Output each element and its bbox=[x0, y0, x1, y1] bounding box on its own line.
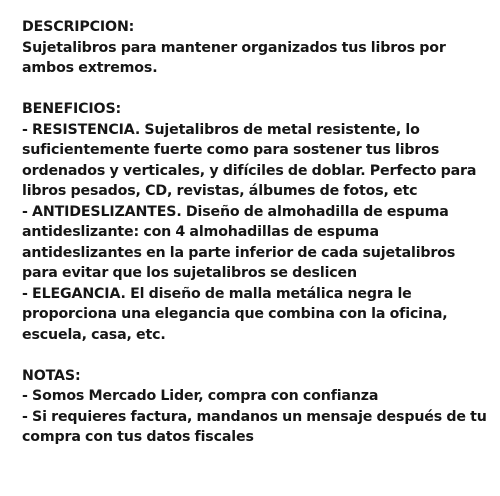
note-line: - Somos Mercado Lider, compra con confianza bbox=[22, 388, 379, 404]
note-line: compra con tus datos fiscales bbox=[22, 429, 254, 445]
section-spacer bbox=[22, 345, 492, 366]
section-spacer bbox=[22, 79, 492, 100]
benefit-line: - ELEGANCIA. El diseño de malla metálica negra le bbox=[22, 285, 412, 302]
benefit-line: escuela, casa, etc. bbox=[22, 326, 166, 343]
benefit-line: ordenados y verticales, y difíciles de doblar. Perfecto para bbox=[22, 162, 477, 179]
benefit-line: suficientemente fuerte como para sostener tus libros bbox=[22, 142, 440, 158]
benefits-section bbox=[22, 99, 492, 345]
description-section bbox=[22, 17, 492, 79]
notes-section bbox=[22, 366, 492, 448]
description-line: Sujetalibros para mantener organizados tus libros por bbox=[22, 39, 446, 56]
description-line: ambos extremos. bbox=[22, 60, 158, 76]
benefit-line: - ANTIDESLIZANTES. Diseño de almohadilla de espuma bbox=[22, 203, 449, 220]
notes-heading: NOTAS: bbox=[22, 367, 81, 384]
benefit-line: antideslizante: con 4 almohadillas de espuma bbox=[22, 224, 379, 240]
benefit-line: libros pesados, CD, revistas, álbumes de fotos, etc bbox=[22, 183, 418, 199]
product-description-document bbox=[22, 17, 492, 448]
benefit-line: antideslizantes en la parte inferior de cada sujetalibros bbox=[22, 244, 456, 261]
benefit-line: proporciona una elegancia que combina con la oficina, bbox=[22, 306, 448, 322]
benefit-line: - RESISTENCIA. Sujetalibros de metal resistente, lo bbox=[22, 121, 420, 138]
benefit-line: para evitar que los sujetalibros se deslicen bbox=[22, 265, 357, 281]
benefits-heading: BENEFICIOS: bbox=[22, 101, 122, 117]
description-heading: DESCRIPCION: bbox=[22, 19, 135, 35]
note-line: - Si requieres factura, mandanos un mensaje después de tu bbox=[22, 408, 487, 425]
